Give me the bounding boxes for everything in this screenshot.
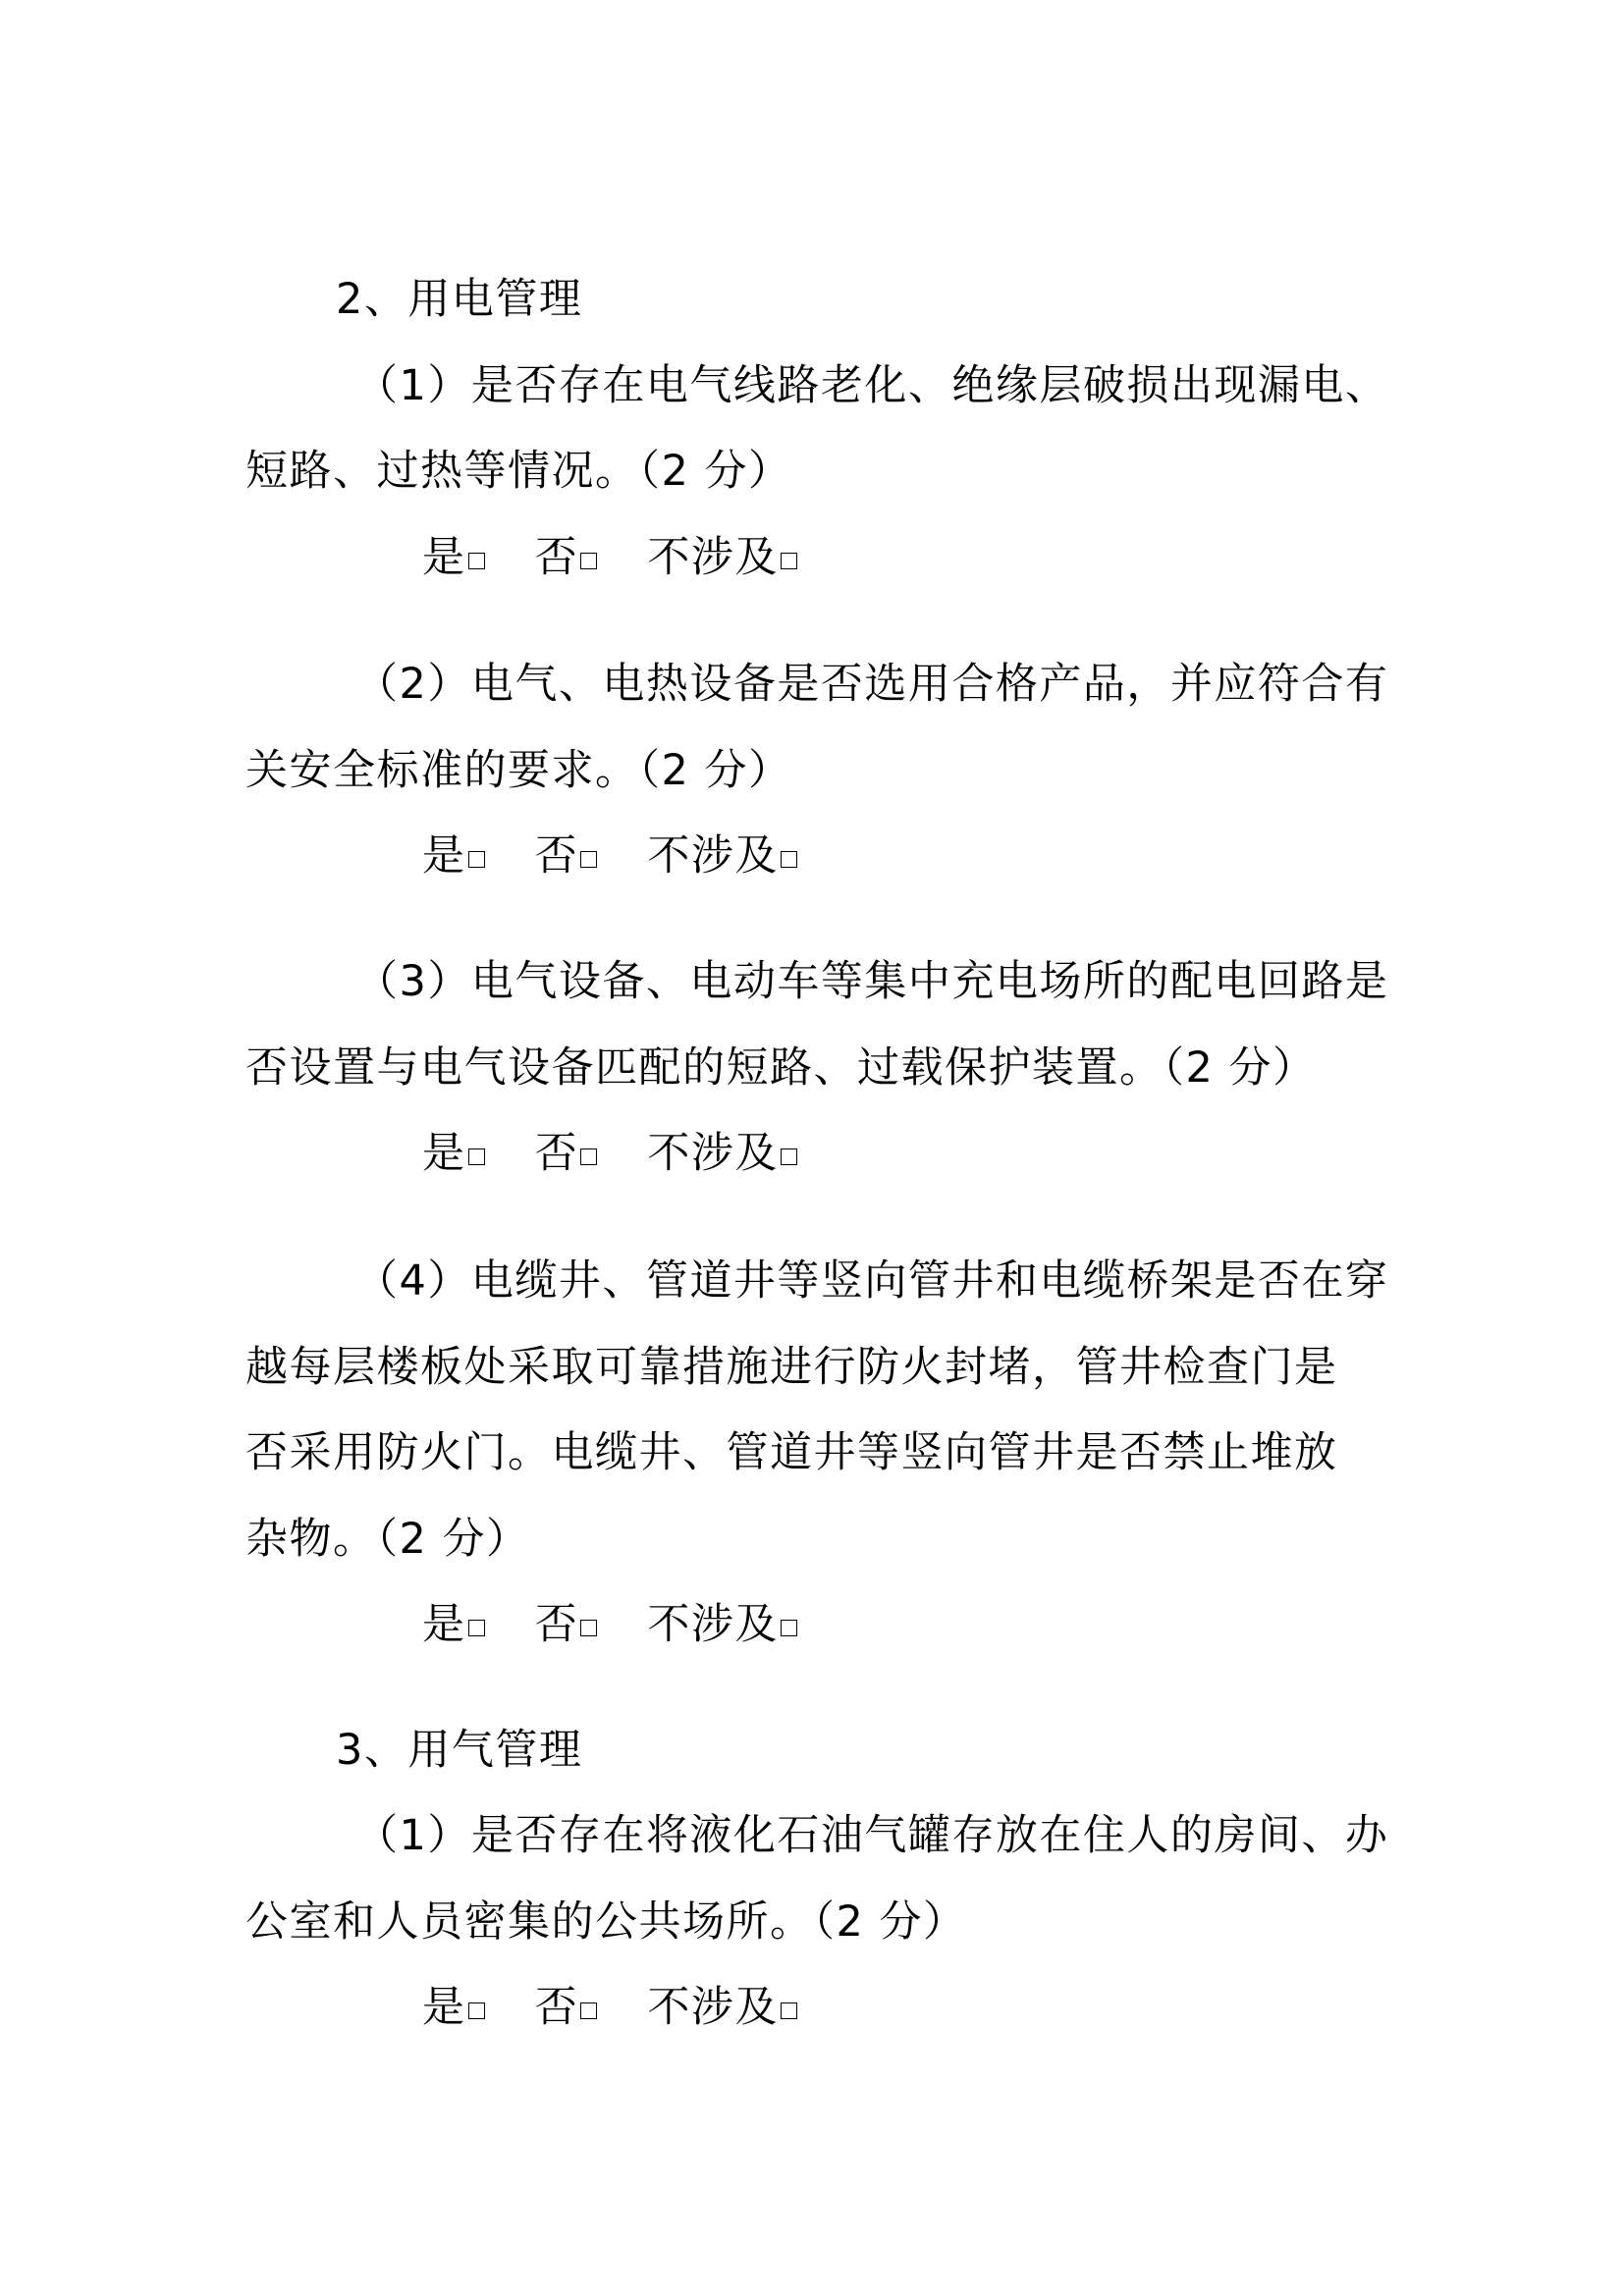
option-no-label: 否 bbox=[534, 831, 579, 881]
option-na-label: 不涉及 bbox=[647, 831, 779, 881]
checkbox-yes[interactable] bbox=[468, 851, 485, 868]
option-na-label: 不涉及 bbox=[647, 1983, 779, 2032]
checkbox-yes[interactable] bbox=[468, 1148, 485, 1165]
option-yes[interactable] bbox=[422, 528, 485, 587]
option-yes-label: 是 bbox=[422, 1129, 466, 1178]
option-no[interactable] bbox=[535, 528, 598, 587]
checkbox-na[interactable] bbox=[781, 553, 797, 569]
checkbox-na[interactable] bbox=[781, 2002, 797, 2019]
option-na-label: 不涉及 bbox=[647, 1600, 779, 1649]
question-text: 短路、过热等情况。（2 分） bbox=[245, 447, 792, 496]
option-na[interactable] bbox=[647, 827, 797, 885]
checkbox-yes[interactable] bbox=[468, 553, 485, 569]
option-na[interactable] bbox=[647, 1595, 797, 1654]
option-yes-label: 是 bbox=[422, 1600, 466, 1649]
option-na[interactable] bbox=[647, 1978, 797, 2037]
option-yes-label: 是 bbox=[422, 533, 466, 582]
option-yes-label: 是 bbox=[422, 1983, 466, 2032]
checkbox-yes[interactable] bbox=[468, 1620, 485, 1636]
option-yes[interactable] bbox=[422, 1595, 485, 1654]
question-text: 越每层楼板处采取可靠措施进行防火封堵，管井检查门是 bbox=[245, 1343, 1338, 1392]
question-text: （2）电气、电热设备是否选用合格产品，并应符合有 bbox=[355, 660, 1389, 709]
option-yes[interactable] bbox=[422, 827, 485, 885]
checkbox-no[interactable] bbox=[580, 851, 597, 868]
checkbox-na[interactable] bbox=[781, 1148, 797, 1165]
question-text: 否采用防火门。电缆井、管道井等竖向管井是否禁止堆放 bbox=[245, 1428, 1338, 1477]
option-na[interactable] bbox=[647, 528, 797, 587]
option-na-label: 不涉及 bbox=[647, 1129, 779, 1178]
option-no-label: 否 bbox=[534, 533, 579, 582]
option-no[interactable] bbox=[535, 1595, 598, 1654]
section-heading-gas: 3、用气管理 bbox=[336, 1726, 583, 1775]
answer-options bbox=[422, 528, 833, 587]
checkbox-na[interactable] bbox=[781, 851, 797, 868]
option-no-label: 否 bbox=[534, 1983, 579, 2032]
option-yes[interactable] bbox=[422, 1978, 485, 2037]
checkbox-no[interactable] bbox=[580, 1620, 597, 1636]
checkbox-no[interactable] bbox=[580, 553, 597, 569]
question-text: 否设置与电气设备匹配的短路、过载保护装置。（2 分） bbox=[245, 1043, 1317, 1093]
option-na[interactable] bbox=[647, 1124, 797, 1183]
section-heading-electricity: 2、用电管理 bbox=[336, 275, 583, 324]
answer-options bbox=[422, 1978, 833, 2037]
question-text: 杂物。（2 分） bbox=[245, 1515, 530, 1564]
checkbox-no[interactable] bbox=[580, 2002, 597, 2019]
option-no[interactable] bbox=[535, 1124, 598, 1183]
question-text: （3）电气设备、电动车等集中充电场所的配电回路是 bbox=[355, 957, 1389, 1006]
answer-options bbox=[422, 827, 833, 885]
answer-options bbox=[422, 1124, 833, 1183]
option-yes[interactable] bbox=[422, 1124, 485, 1183]
option-yes-label: 是 bbox=[422, 831, 466, 881]
answer-options bbox=[422, 1595, 833, 1654]
checkbox-na[interactable] bbox=[781, 1620, 797, 1636]
option-no-label: 否 bbox=[534, 1129, 579, 1178]
question-text: （1）是否存在电气线路老化、绝缘层破损出现漏电、 bbox=[355, 361, 1389, 410]
question-text: （1）是否存在将液化石油气罐存放在住人的房间、办 bbox=[355, 1811, 1389, 1860]
option-no[interactable] bbox=[535, 1978, 598, 2037]
question-text: （4）电缆井、管道井等竖向管井和电缆桥架是否在穿 bbox=[355, 1256, 1389, 1306]
option-no-label: 否 bbox=[534, 1600, 579, 1649]
question-text: 关安全标准的要求。（2 分） bbox=[245, 746, 792, 795]
option-no[interactable] bbox=[535, 827, 598, 885]
option-na-label: 不涉及 bbox=[647, 533, 779, 582]
checkbox-yes[interactable] bbox=[468, 2002, 485, 2019]
question-text: 公室和人员密集的公共场所。（2 分） bbox=[245, 1897, 967, 1947]
checkbox-no[interactable] bbox=[580, 1148, 597, 1165]
